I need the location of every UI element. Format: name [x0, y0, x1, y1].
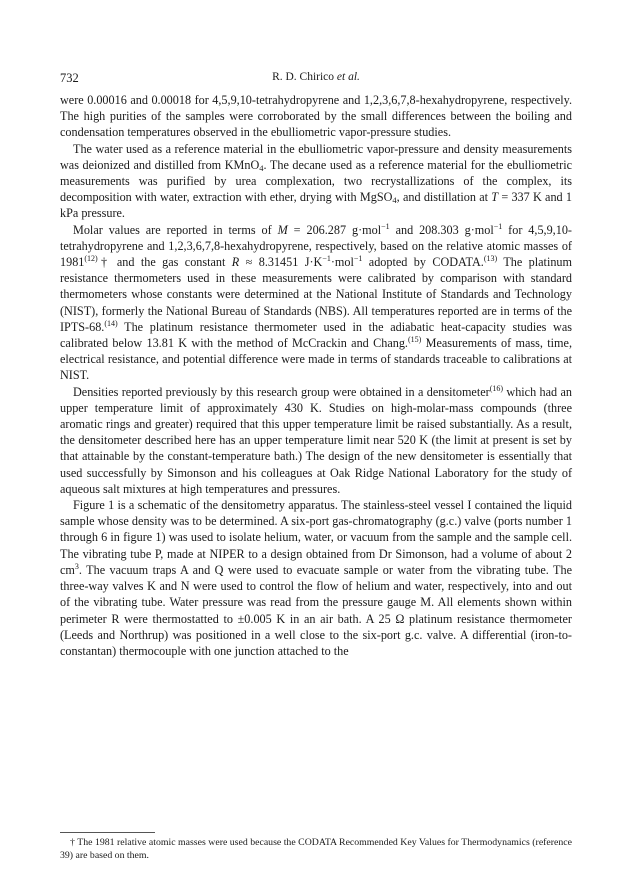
- body-paragraph: Molar values are reported in terms of M = 206.287 g·mol$^{-1}$ and 208.303 g·mol$^{-1}$ for 4,5,9,10-tetrahydropyrene and 1,2,3,6,7,8-hexahydropyrene, respectively, based on the relative atomic masses of 1981$^{(12)}$† and the gas constant R ≈ 8.31451 $J\cdot K^{-1}\cdot mol^{-1}$ adopted by CODATA.$^{(13)}$ The platinum resistance thermometers used in these measurements were calibrated by comparison with standard thermometers whose constants were determined at the National Institute of Standards and Technology (NIST), formerly the National Bureau of Standards (NBS). All temperatures reported are in terms of the IPTS-68.$^{(14)}$ The platinum resistance thermometer used in the adiabatic heat-capacity studies was calibrated below 13.81 K with the method of McCrackin and Chang.$^{(15)}$ Measurements of mass, time, electrical resistance, and potential difference were made in terms of standards traceable to calibrations at NIST.: [60, 221, 572, 383]
- body-paragraph: Figure 1 is a schematic of the densitometry apparatus. The stainless-steel vessel I contained the liquid sample whose density was to be determined. A six-port gas-chromatography (g.c.) valve (ports number 1 through 6 in figure 1) was used to isolate helium, water, or vacuum from the sample and the sample cell. The vibrating tube P, made at NIPER to a design obtained from Dr Simonson, had a volume of about 2 $cm^3$. The vacuum traps A and Q were used to evacuate sample or water from the vibrating tube. The three-way valves K and N were used to control the flow of helium and water, respectively, into and out of the vibrating tube. Water pressure was read from the pressure gauge M. All elements shown within perimeter R were thermostatted to ±0.005 K in an air bath. A 25 Ω platinum resistance thermometer (Leeds and Northrup) was positioned in a well close to the six-port g.c. valve. A differential (iron-to-constantan) thermocouple with one junction attached to the: [60, 498, 572, 658]
- running-head-authors: R. D. Chirico: [272, 71, 335, 83]
- running-head: [60, 71, 572, 83]
- body-paragraph: Densities reported previously by this research group were obtained in a densitometer$^{(16)}$ which had an upper temperature limit of approximately 430 K. Studies on high-molar-mass compounds (three aromatic rings and greater) required that this upper temperature limit be raised substantially. As a result, the densitometer described here has an upper temperature limit near 520 K (the limit at present is set by that attainable by the constant-temperature bath.) The design of the new densitometer is essentially that used successfully by Simonson and his colleagues at Oak Ridge National Laboratory for the study of aqueous salt mixtures at high temperatures and pressures.: [60, 383, 573, 496]
- page-number: 732: [60, 71, 79, 85]
- running-head-et-al: et al.: [336, 71, 360, 83]
- body-paragraph: The water used as a reference material in the ebulliometric vapor-pressure and density measurements was deionized and distilled from KMnO$_4$. The decane used as a reference material for the ebulliometric measurements was purified by urea complexation, two recrystallizations of the complex, its decomposition with water, extraction with ether, drying with MgSO$_4$, and distillation at T = 337 K and 1 kPa pressure.: [60, 141, 573, 221]
- footnote: † The 1981 relative atomic masses were used because the CODATA Recommended Key Values for Thermodynamics (reference 39) are based on them.: [60, 837, 572, 861]
- body-paragraph: were 0.00016 and 0.00018 for 4,5,9,10-tetrahydropyrene and 1,2,3,6,7,8-hexahydropyrene, respectively. The high purities of the samples were corroborated by the small differences between the boiling and condensation temperatures observed in the ebulliometric vapor-pressure studies.: [60, 93, 572, 140]
- body-text: [60, 92, 572, 659]
- page-header: [60, 71, 572, 87]
- footnote-rule: [60, 832, 155, 833]
